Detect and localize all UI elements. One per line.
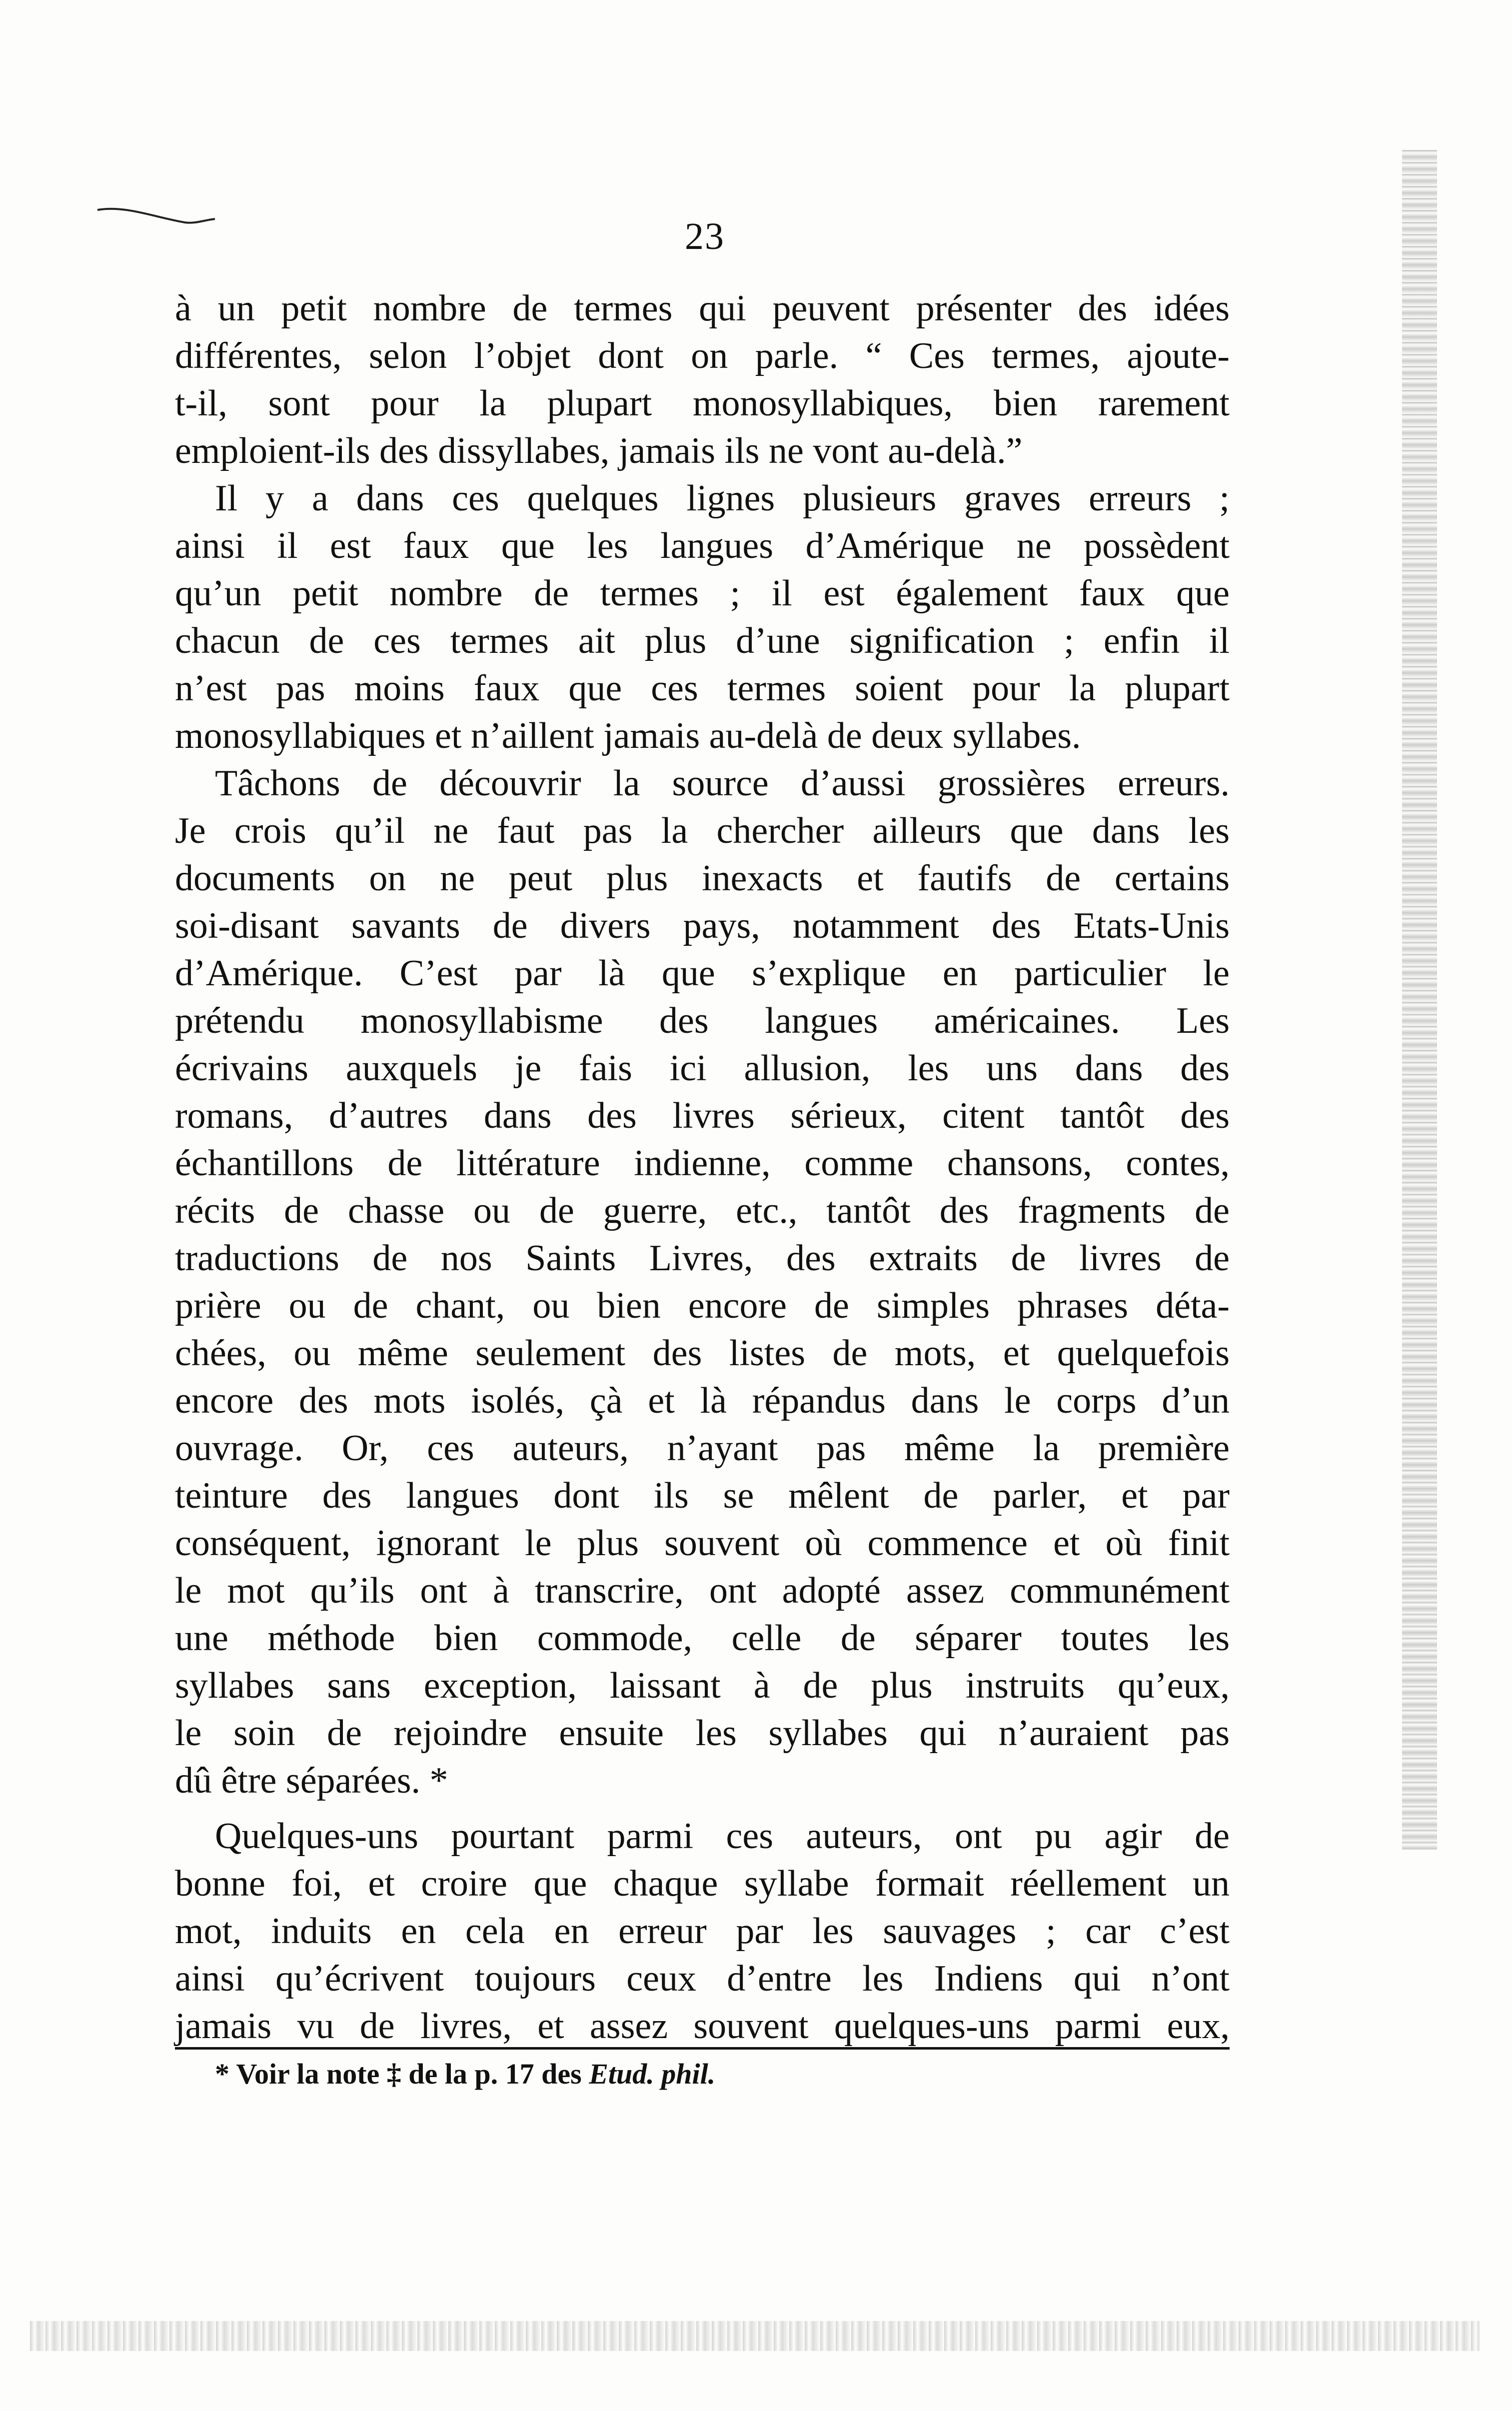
text-line: différentes, selon l’objet dont on parle. “ Ces termes, ajoute- bbox=[175, 335, 1230, 376]
text-line: conséquent, ignorant le plus souvent où commence et où finit bbox=[175, 1523, 1230, 1564]
text-line: le soin de rejoindre ensuite les syllabes qui n’auraient pas bbox=[175, 1713, 1230, 1754]
text-line: écrivains auxquels je fais ici allusion, les uns dans des bbox=[175, 1048, 1230, 1089]
footnote-citation: Etud. phil. bbox=[589, 2058, 716, 2090]
text-line: Je crois qu’il ne faut pas la chercher ailleurs que dans les bbox=[175, 810, 1230, 851]
text-line: romans, d’autres dans des livres sérieux, citent tantôt des bbox=[175, 1095, 1230, 1136]
text-line: monosyllabiques et n’aillent jamais au-delà de deux syllabes. bbox=[175, 715, 1081, 756]
text-line: prière ou de chant, ou bien encore de simples phrases déta- bbox=[175, 1285, 1230, 1326]
text-line: syllabes sans exception, laissant à de plus instruits qu’eux, bbox=[175, 1665, 1230, 1706]
paragraph-start-line: Quelques-uns pourtant parmi ces auteurs, ont pu agir de bbox=[215, 1816, 1230, 1857]
paragraph-start-line: Tâchons de découvrir la source d’aussi grossières erreurs. bbox=[215, 763, 1230, 804]
text-line: à un petit nombre de termes qui peuvent présenter des idées bbox=[175, 288, 1230, 329]
text-line: échantillons de littérature indienne, comme chansons, contes, bbox=[175, 1143, 1230, 1184]
text-line: qu’un petit nombre de termes ; il est également faux que bbox=[175, 573, 1230, 614]
text-line: une méthode bien commode, celle de séparer toutes les bbox=[175, 1618, 1230, 1659]
text-line: soi-disant savants de divers pays, notamment des Etats-Unis bbox=[175, 905, 1230, 946]
text-line: ouvrage. Or, ces auteurs, n’ayant pas même la première bbox=[175, 1428, 1230, 1469]
text-line: n’est pas moins faux que ces termes soient pour la plupart bbox=[175, 668, 1230, 709]
text-line: teinture des langues dont ils se mêlent de parler, et par bbox=[175, 1475, 1230, 1516]
body-text bbox=[175, 285, 1230, 2050]
text-line: jamais vu de livres, et assez souvent quelques-uns parmi eux, bbox=[175, 2006, 1230, 2047]
text-line: documents on ne peut plus inexacts et fautifs de certains bbox=[175, 858, 1230, 899]
text-line: le mot qu’ils ont à transcrire, ont adopté assez communément bbox=[175, 1570, 1230, 1611]
text-line: mot, induits en cela en erreur par les sauvages ; car c’est bbox=[175, 1911, 1230, 1952]
text-line: d’Amérique. C’est par là que s’explique en particulier le bbox=[175, 953, 1230, 994]
scan-edge-noise bbox=[1402, 150, 1437, 1850]
text-line: dû être séparées. * bbox=[175, 1760, 448, 1801]
footnote-rule bbox=[175, 2047, 1230, 2050]
paragraph-start-line: Il y a dans ces quelques lignes plusieurs graves erreurs ; bbox=[215, 478, 1230, 519]
text-line: ainsi qu’écrivent toujours ceux d’entre les Indiens qui n’ont bbox=[175, 1958, 1230, 1999]
footnote-text: * Voir la note ‡ de la p. 17 des bbox=[215, 2058, 589, 2090]
page-number: 23 bbox=[685, 215, 725, 257]
text-line: chées, ou même seulement des listes de mots, et quelquefois bbox=[175, 1333, 1230, 1374]
text-line: récits de chasse ou de guerre, etc., tantôt des fragments de bbox=[175, 1190, 1230, 1231]
text-line: traductions de nos Saints Livres, des extraits de livres de bbox=[175, 1238, 1230, 1279]
text-line: chacun de ces termes ait plus d’une signification ; enfin il bbox=[175, 620, 1230, 661]
text-line: ainsi il est faux que les langues d’Amérique ne possèdent bbox=[175, 525, 1230, 566]
scan-bottom-noise bbox=[30, 2321, 1480, 2351]
text-line: prétendu monosyllabisme des langues américaines. Les bbox=[175, 1000, 1230, 1041]
text-line: t-il, sont pour la plupart monosyllabiques, bien rarement bbox=[175, 383, 1230, 424]
text-line: encore des mots isolés, çà et là répandus dans le corps d’un bbox=[175, 1380, 1230, 1421]
footnote bbox=[215, 2057, 715, 2091]
text-line: emploient-ils des dissyllabes, jamais ils ne vont au-delà.” bbox=[175, 430, 1023, 471]
text-line: bonne foi, et croire que chaque syllabe formait réellement un bbox=[175, 1863, 1230, 1904]
